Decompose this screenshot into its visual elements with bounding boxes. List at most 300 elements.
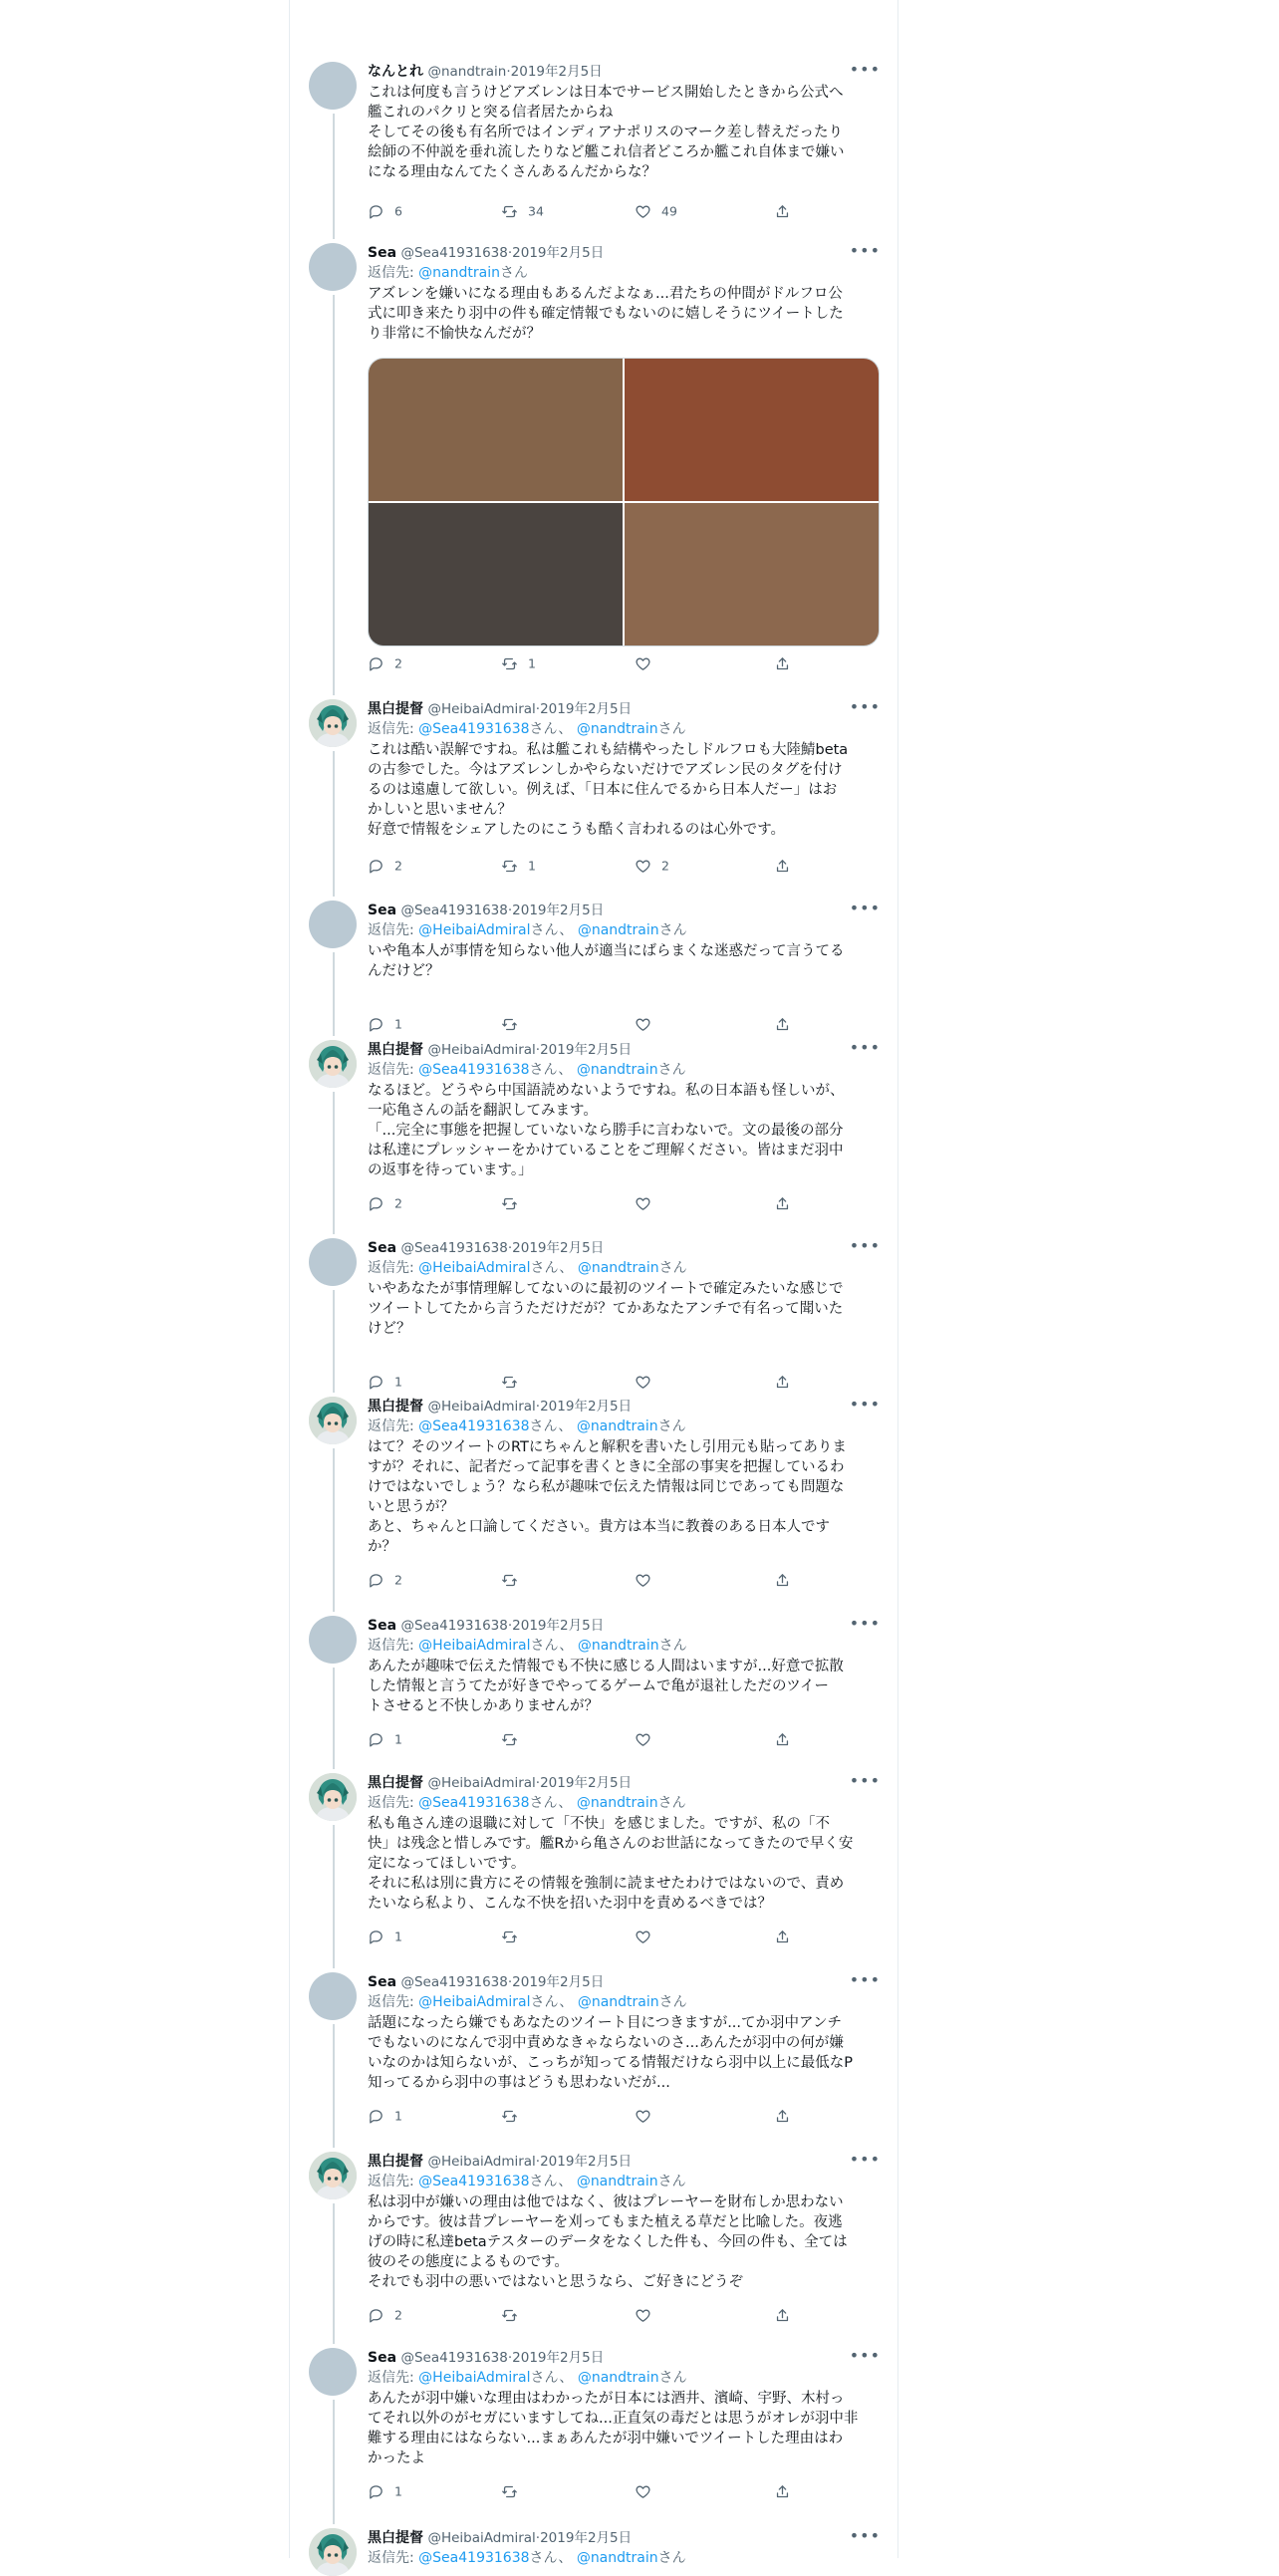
reply-button[interactable] xyxy=(368,2481,402,2501)
reply-button[interactable] xyxy=(368,856,402,876)
honorific: さん xyxy=(530,1638,560,1654)
reply-button[interactable] xyxy=(368,2305,402,2325)
reply-separator: 、 xyxy=(558,1418,573,1434)
tweet[interactable] xyxy=(290,1773,897,1972)
tweet-actions xyxy=(368,2481,806,2501)
avatar[interactable] xyxy=(309,1773,357,1821)
separator-dot: · xyxy=(535,2530,541,2546)
reply-separator: 、 xyxy=(558,2174,573,2190)
reply-icon xyxy=(368,203,394,218)
honorific: さん xyxy=(658,1638,687,1654)
retweet-icon xyxy=(501,2108,528,2123)
retweet-button[interactable] xyxy=(501,2481,528,2501)
timestamp[interactable]: 2019年2月5日 xyxy=(512,2350,605,2366)
tweet-text-line: けではないでしょう？なら私が趣味で伝えた情報は同じであっても問題な xyxy=(368,1479,845,1495)
retweet-icon xyxy=(501,858,528,873)
reply-to-label: 返信先: xyxy=(368,265,414,281)
retweet-count: 1 xyxy=(528,655,536,671)
display-name[interactable]: なんとれ xyxy=(368,64,423,80)
like-button[interactable] xyxy=(635,201,677,221)
reply-count: 2 xyxy=(394,1195,402,1211)
display-name[interactable]: 黒白提督 xyxy=(368,1775,423,1791)
reply-button[interactable] xyxy=(368,1570,402,1590)
reply-count: 2 xyxy=(394,1572,402,1588)
separator-dot: · xyxy=(507,1974,513,1990)
honorific: さん xyxy=(657,2174,686,2190)
reply-button[interactable] xyxy=(368,1927,402,1946)
more-options-icon[interactable]: ••• xyxy=(849,1236,881,1255)
tweet-text-line: げの時に私達betaテスターのデータをなくした件も、今回の件も、全ては xyxy=(368,2234,848,2250)
separator-dot: · xyxy=(535,2154,541,2170)
retweet-button[interactable] xyxy=(501,1570,528,1590)
reply-icon xyxy=(368,2483,394,2498)
like-button[interactable] xyxy=(635,1927,661,1946)
user-handle[interactable]: @Sea41931638 xyxy=(400,1618,508,1634)
reply-icon xyxy=(368,1016,394,1031)
retweet-icon xyxy=(501,203,528,218)
reply-to-label: 返信先: xyxy=(368,1260,414,1276)
share-button[interactable] xyxy=(774,2305,801,2325)
avatar[interactable] xyxy=(309,901,357,948)
media-image[interactable] xyxy=(625,503,879,645)
like-icon xyxy=(635,2307,661,2322)
tweet-text-line: いと思うが？ xyxy=(368,1499,454,1515)
share-icon xyxy=(774,203,801,218)
anime-avatar-art xyxy=(309,699,357,747)
tweet-text xyxy=(368,284,881,344)
mention-link[interactable]: @HeibaiAdmiral xyxy=(418,2370,531,2386)
timestamp[interactable]: 2019年2月5日 xyxy=(512,902,605,918)
tweet-text-line: 絵師の不仲説を垂れ流したりなど艦これ信者どころか艦これ自体まで嫌い xyxy=(368,144,845,160)
separator-dot: · xyxy=(535,1042,541,1058)
mention-link[interactable]: @HeibaiAdmiral xyxy=(418,1260,531,1276)
tweet[interactable] xyxy=(290,2526,897,2566)
mention-link[interactable]: @nandtrain xyxy=(576,1418,658,1434)
tweet[interactable] xyxy=(290,2348,897,2528)
tweet[interactable] xyxy=(290,243,897,699)
like-icon xyxy=(635,203,661,218)
reply-button[interactable] xyxy=(368,1729,402,1749)
tweet-text xyxy=(368,2013,881,2093)
user-handle[interactable]: @HeibaiAdmiral xyxy=(427,701,536,717)
mention-link[interactable]: @nandtrain xyxy=(577,922,659,938)
like-button[interactable] xyxy=(635,2481,661,2501)
tweet[interactable] xyxy=(290,1972,897,2152)
tweet-text-line: なるほど。どうやら中国語読めないようですね。私の日本語も怪しいが、 xyxy=(368,1083,845,1099)
retweet-button[interactable] xyxy=(501,653,536,673)
share-button[interactable] xyxy=(774,653,801,673)
user-handle[interactable]: @HeibaiAdmiral xyxy=(427,1399,536,1415)
tweet-actions xyxy=(368,201,806,221)
tweet[interactable] xyxy=(290,1238,897,1397)
like-button[interactable] xyxy=(635,1570,661,1590)
mention-link[interactable]: @Sea41931638 xyxy=(418,1795,530,1811)
avatar[interactable] xyxy=(309,1972,357,2020)
retweet-button[interactable] xyxy=(501,201,544,221)
tweet-text-line: あと、ちゃんと口論してください。貴方は本当に教養のある日本人です xyxy=(368,1519,830,1535)
tweet-text-line: それでも羽中の悪いではないと思うなら、ご好きにどうぞ xyxy=(368,2274,743,2290)
tweet-text xyxy=(368,1279,881,1339)
tweet-text-line: は私達にプレッシャーをかけていることをご理解ください。皆はまだ羽中 xyxy=(368,1143,844,1159)
reply-to-label: 返信先: xyxy=(368,1418,414,1434)
retweet-icon xyxy=(501,1016,528,1031)
more-options-icon[interactable]: ••• xyxy=(849,1038,881,1057)
timestamp[interactable]: 2019年2月5日 xyxy=(540,2530,633,2546)
share-button[interactable] xyxy=(774,2481,801,2501)
mention-link[interactable]: @nandtrain xyxy=(577,1638,659,1654)
mention-link[interactable]: @Sea41931638 xyxy=(418,2174,530,2190)
anime-avatar-art xyxy=(309,2528,357,2576)
tweet-content xyxy=(368,2528,881,2568)
honorific: さん xyxy=(530,1994,560,2010)
tweet-text-line: した情報と言うてたが好きでやってるゲームで亀が退社しただのツイー xyxy=(368,1678,829,1694)
tweet-content xyxy=(368,1614,881,1747)
retweet-button[interactable] xyxy=(501,1372,528,1392)
display-name[interactable]: 黒白提督 xyxy=(368,701,423,717)
mention-link[interactable]: @nandtrain xyxy=(576,721,658,737)
more-options-icon[interactable]: ••• xyxy=(849,2526,881,2545)
retweet-button[interactable] xyxy=(501,2106,528,2126)
reply-button[interactable] xyxy=(368,1014,402,1034)
tweet-header xyxy=(368,1972,881,1992)
user-handle[interactable]: @Sea41931638 xyxy=(400,2350,508,2366)
tweet[interactable] xyxy=(290,901,897,1040)
display-name[interactable]: Sea xyxy=(368,245,397,261)
tweet-text-line: そしてその後も有名所ではインディアナポリスのマーク差し替えだったり xyxy=(368,125,844,140)
reply-to-line xyxy=(368,2548,881,2568)
share-button[interactable] xyxy=(774,1014,801,1034)
tweet-actions xyxy=(368,2305,806,2325)
tweet[interactable] xyxy=(290,699,897,901)
reply-to-label: 返信先: xyxy=(368,2370,414,2386)
reply-icon xyxy=(368,1195,394,1210)
more-options-icon[interactable]: ••• xyxy=(849,1395,881,1414)
reply-to-line xyxy=(368,1258,881,1278)
like-button[interactable] xyxy=(635,2305,661,2325)
tweet-text-line: 知ってるから羽中の事はどうも思わないだが... xyxy=(368,2075,670,2091)
tweet-header xyxy=(368,1616,881,1636)
mention-link[interactable]: @HeibaiAdmiral xyxy=(418,922,531,938)
tweet[interactable] xyxy=(290,1397,897,1616)
share-icon xyxy=(774,2108,801,2123)
reply-button[interactable] xyxy=(368,1193,402,1213)
more-options-icon[interactable]: ••• xyxy=(849,241,881,260)
tweet-actions xyxy=(368,2106,806,2126)
tweet[interactable] xyxy=(290,1040,897,1238)
reply-icon xyxy=(368,2108,394,2123)
honorific: さん xyxy=(657,1418,686,1434)
reply-separator: 、 xyxy=(559,1638,574,1654)
more-options-icon[interactable]: ••• xyxy=(849,60,881,79)
tweet[interactable] xyxy=(290,1616,897,1773)
retweet-button[interactable] xyxy=(501,1193,528,1213)
like-button[interactable] xyxy=(635,1014,661,1034)
reply-separator: 、 xyxy=(559,1994,574,2010)
media-grid[interactable] xyxy=(368,358,880,646)
avatar[interactable] xyxy=(309,1616,357,1664)
display-name[interactable]: Sea xyxy=(368,1974,397,1990)
share-icon xyxy=(774,1195,801,1210)
timestamp[interactable]: 2019年2月5日 xyxy=(540,1399,633,1415)
reply-button[interactable] xyxy=(368,1372,402,1392)
share-icon xyxy=(774,1374,801,1389)
avatar[interactable] xyxy=(309,699,357,747)
reply-to-label: 返信先: xyxy=(368,1062,414,1078)
display-name[interactable]: Sea xyxy=(368,2350,397,2366)
thread-connector-line xyxy=(333,2400,335,2524)
media-image[interactable] xyxy=(369,359,623,501)
reply-separator: 、 xyxy=(558,721,573,737)
reply-button[interactable] xyxy=(368,2106,402,2126)
user-handle[interactable]: @Sea41931638 xyxy=(400,1240,508,1256)
more-options-icon[interactable]: ••• xyxy=(849,1614,881,1633)
separator-dot: · xyxy=(535,1775,541,1791)
timestamp[interactable]: 2019年2月5日 xyxy=(540,2154,633,2170)
reply-count: 2 xyxy=(394,858,402,874)
reply-count: 2 xyxy=(394,655,402,671)
honorific: さん xyxy=(658,1994,687,2010)
mention-link[interactable]: @Sea41931638 xyxy=(418,721,530,737)
mention-link[interactable]: @nandtrain xyxy=(577,2370,659,2386)
more-options-icon[interactable]: ••• xyxy=(849,899,881,917)
more-options-icon[interactable]: ••• xyxy=(849,697,881,716)
user-handle[interactable]: @HeibaiAdmiral xyxy=(427,2530,536,2546)
tweet-text-line: るのは遠慮して欲しい。例えば、「日本に住んでるから日本人だー」はお xyxy=(368,782,838,798)
avatar[interactable] xyxy=(309,2152,357,2199)
like-button[interactable] xyxy=(635,653,661,673)
thread-connector-line xyxy=(333,1825,335,1968)
tweet-header xyxy=(368,2528,881,2548)
anime-avatar-art xyxy=(309,1773,357,1821)
mention-link[interactable]: @Sea41931638 xyxy=(418,1062,530,1078)
like-button[interactable] xyxy=(635,1372,661,1392)
reply-button[interactable] xyxy=(368,201,402,221)
more-options-icon[interactable]: ••• xyxy=(849,2150,881,2169)
media-image[interactable] xyxy=(625,359,879,501)
like-icon xyxy=(635,858,661,873)
user-handle[interactable]: @HeibaiAdmiral xyxy=(427,1042,536,1058)
share-icon xyxy=(774,1016,801,1031)
retweet-button[interactable] xyxy=(501,1927,528,1946)
more-options-icon[interactable]: ••• xyxy=(849,1970,881,1989)
tweet-text-line: それに私は別に貴方にその情報を強制に読ませたわけではないので、責め xyxy=(368,1876,845,1892)
avatar[interactable] xyxy=(309,243,357,291)
reply-separator: 、 xyxy=(559,922,574,938)
honorific: さん xyxy=(529,1418,559,1434)
avatar[interactable] xyxy=(309,1397,357,1444)
share-icon xyxy=(774,1731,801,1746)
share-button[interactable] xyxy=(774,856,801,876)
timestamp[interactable]: 2019年2月5日 xyxy=(512,1618,605,1634)
timestamp[interactable]: 2019年2月5日 xyxy=(540,1042,633,1058)
tweet-text-line: いやあなたが事情理解してないのに最初のツイートで確定みたいな感じで xyxy=(368,1281,844,1297)
like-icon xyxy=(635,2483,661,2498)
anime-avatar-art xyxy=(309,1397,357,1444)
tweet-content xyxy=(368,60,881,219)
reply-separator: 、 xyxy=(558,1795,573,1811)
tweet-header xyxy=(368,2348,881,2368)
honorific: さん xyxy=(529,2174,559,2190)
honorific: さん xyxy=(499,265,528,281)
display-name[interactable]: Sea xyxy=(368,1240,397,1256)
tweet-actions xyxy=(368,1570,806,1590)
tweet-text-line: たいなら私より、こんな不快を招いた羽中を責めるべきでは？ xyxy=(368,1896,772,1912)
retweet-icon xyxy=(501,1731,528,1746)
tweet-text xyxy=(368,83,881,182)
like-button[interactable] xyxy=(635,2106,661,2126)
honorific: さん xyxy=(658,2370,687,2386)
thread-connector-line xyxy=(333,295,335,695)
tweet-text-line: ツイートしてたから言うただけだが？てかあなたアンチで有名って聞いた xyxy=(368,1301,844,1317)
tweet-content xyxy=(368,1970,881,2124)
honorific: さん xyxy=(657,721,686,737)
thread-connector-line xyxy=(333,1668,335,1769)
display-name[interactable]: Sea xyxy=(368,902,397,918)
mention-link[interactable]: @HeibaiAdmiral xyxy=(418,1638,531,1654)
avatar[interactable] xyxy=(309,2528,357,2576)
tweet-header xyxy=(368,901,881,920)
thread-connector-line xyxy=(333,114,335,239)
tweet-header xyxy=(368,2152,881,2172)
display-name[interactable]: 黒白提督 xyxy=(368,1399,423,1415)
mention-link[interactable]: @nandtrain xyxy=(576,1795,658,1811)
reply-to-label: 返信先: xyxy=(368,1994,414,2010)
like-count: 2 xyxy=(661,858,669,874)
tweet-text xyxy=(368,1437,881,1557)
tweet-text-line: 好意で情報をシェアしたのにこうも酷く言われるのは心外です。 xyxy=(368,822,786,838)
tweet-text-line: んだけど？ xyxy=(368,963,440,979)
retweet-button[interactable] xyxy=(501,856,536,876)
more-options-icon[interactable]: ••• xyxy=(849,1771,881,1790)
retweet-button[interactable] xyxy=(501,1729,528,1749)
share-icon xyxy=(774,655,801,670)
reply-to-label: 返信先: xyxy=(368,2550,414,2566)
retweet-button[interactable] xyxy=(501,1014,528,1034)
mention-link[interactable]: @nandtrain xyxy=(576,2174,658,2190)
reply-count: 6 xyxy=(394,203,402,219)
tweet-header xyxy=(368,243,881,263)
separator-dot: · xyxy=(507,2350,513,2366)
user-handle[interactable]: @HeibaiAdmiral xyxy=(427,2154,536,2170)
tweet-actions xyxy=(368,1729,806,1749)
like-icon xyxy=(635,1929,661,1943)
anime-avatar-art xyxy=(309,1040,357,1088)
mention-link[interactable]: @nandtrain xyxy=(418,265,500,281)
tweet-text-line: かしいと思いません？ xyxy=(368,802,512,818)
share-button[interactable] xyxy=(774,1570,801,1590)
user-handle[interactable]: @HeibaiAdmiral xyxy=(427,1775,536,1791)
display-name[interactable]: 黒白提督 xyxy=(368,1042,423,1058)
timeline-column xyxy=(289,0,898,2566)
tweet-text xyxy=(368,740,881,840)
reply-count: 1 xyxy=(394,1016,402,1032)
user-handle[interactable]: @Sea41931638 xyxy=(400,902,508,918)
avatar[interactable] xyxy=(309,2348,357,2396)
tweet-text-line: あんたが羽中嫌いな理由はわかったが日本には酒井、濱崎、宇野、木村っ xyxy=(368,2391,845,2407)
reply-to-label: 返信先: xyxy=(368,922,414,938)
tweet-content xyxy=(368,1038,881,1211)
reply-count: 2 xyxy=(394,2307,402,2323)
tweet-text xyxy=(368,2389,881,2468)
avatar[interactable] xyxy=(309,1040,357,1088)
thread-connector-line xyxy=(333,1092,335,1234)
tweet-text-line: 難する理由にはならない...まぁあんたが羽中嫌いでツイートした理由はわ xyxy=(368,2431,844,2447)
reply-count: 1 xyxy=(394,2483,402,2499)
timestamp[interactable]: 2019年2月5日 xyxy=(512,245,605,261)
mention-link[interactable]: @Sea41931638 xyxy=(418,2550,530,2566)
reply-button[interactable] xyxy=(368,653,402,673)
timestamp[interactable]: 2019年2月5日 xyxy=(512,1974,605,1990)
mention-link[interactable]: @Sea41931638 xyxy=(418,1418,530,1434)
tweet-text-line: 快」は残念と惜しみです。艦Rから亀さんのお世話になってきたので早く安 xyxy=(368,1836,854,1852)
reply-icon xyxy=(368,655,394,670)
avatar[interactable] xyxy=(309,1238,357,1286)
share-button[interactable] xyxy=(774,1193,801,1213)
timestamp[interactable]: 2019年2月5日 xyxy=(512,1240,605,1256)
like-button[interactable] xyxy=(635,1729,661,1749)
like-count: 49 xyxy=(661,203,677,219)
thread-connector-line xyxy=(333,1448,335,1612)
mention-link[interactable]: @nandtrain xyxy=(576,2550,658,2566)
reply-to-label: 返信先: xyxy=(368,1795,414,1811)
avatar[interactable] xyxy=(309,62,357,110)
like-button[interactable] xyxy=(635,856,669,876)
tweet[interactable] xyxy=(290,2152,897,2348)
display-name[interactable]: 黒白提督 xyxy=(368,2530,423,2546)
retweet-button[interactable] xyxy=(501,2305,528,2325)
tweet-text-line: 話題になったら嫌でもあなたのツイート目につきますが...てか羽中アンチ xyxy=(368,2015,842,2031)
separator-dot: · xyxy=(507,1618,513,1634)
share-button[interactable] xyxy=(774,2106,801,2126)
mention-link[interactable]: @nandtrain xyxy=(577,1260,659,1276)
share-button[interactable] xyxy=(774,1927,801,1946)
share-button[interactable] xyxy=(774,1372,801,1392)
timestamp[interactable]: 2019年2月5日 xyxy=(510,64,603,80)
reply-count: 1 xyxy=(394,1731,402,1747)
tweet[interactable] xyxy=(290,62,897,243)
honorific: さん xyxy=(658,922,687,938)
display-name[interactable]: 黒白提督 xyxy=(368,2154,423,2170)
tweet-text-line: の返事を待っています。」 xyxy=(368,1162,533,1178)
thread-connector-line xyxy=(333,1290,335,1393)
tweet-actions xyxy=(368,856,806,876)
retweet-icon xyxy=(501,655,528,670)
tweet-text-line: 私も亀さん達の退職に対して「不快」を感じました。ですが、私の「不 xyxy=(368,1816,830,1832)
like-icon xyxy=(635,1374,661,1389)
separator-dot: · xyxy=(507,1240,513,1256)
mention-link[interactable]: @nandtrain xyxy=(576,1062,658,1078)
share-button[interactable] xyxy=(774,1729,801,1749)
tweet-actions xyxy=(368,1372,806,1392)
mention-link[interactable]: @nandtrain xyxy=(577,1994,659,2010)
user-handle[interactable]: @nandtrain xyxy=(427,64,507,80)
user-handle[interactable]: @Sea41931638 xyxy=(400,1974,508,1990)
timestamp[interactable]: 2019年2月5日 xyxy=(540,701,633,717)
tweet-header xyxy=(368,1397,881,1417)
tweet-text-line: からです。彼は昔プレーヤーを刈ってもまた植える草だと比喩した。夜逃 xyxy=(368,2214,843,2230)
timestamp[interactable]: 2019年2月5日 xyxy=(540,1775,633,1791)
like-button[interactable] xyxy=(635,1193,661,1213)
reply-separator: 、 xyxy=(559,1260,574,1276)
tweet-text xyxy=(368,1814,881,1914)
mention-link[interactable]: @HeibaiAdmiral xyxy=(418,1994,531,2010)
display-name[interactable]: Sea xyxy=(368,1618,397,1634)
user-handle[interactable]: @Sea41931638 xyxy=(400,245,508,261)
more-options-icon[interactable]: ••• xyxy=(849,2346,881,2365)
reply-icon xyxy=(368,1731,394,1746)
media-image[interactable] xyxy=(369,503,623,645)
share-button[interactable] xyxy=(774,201,801,221)
